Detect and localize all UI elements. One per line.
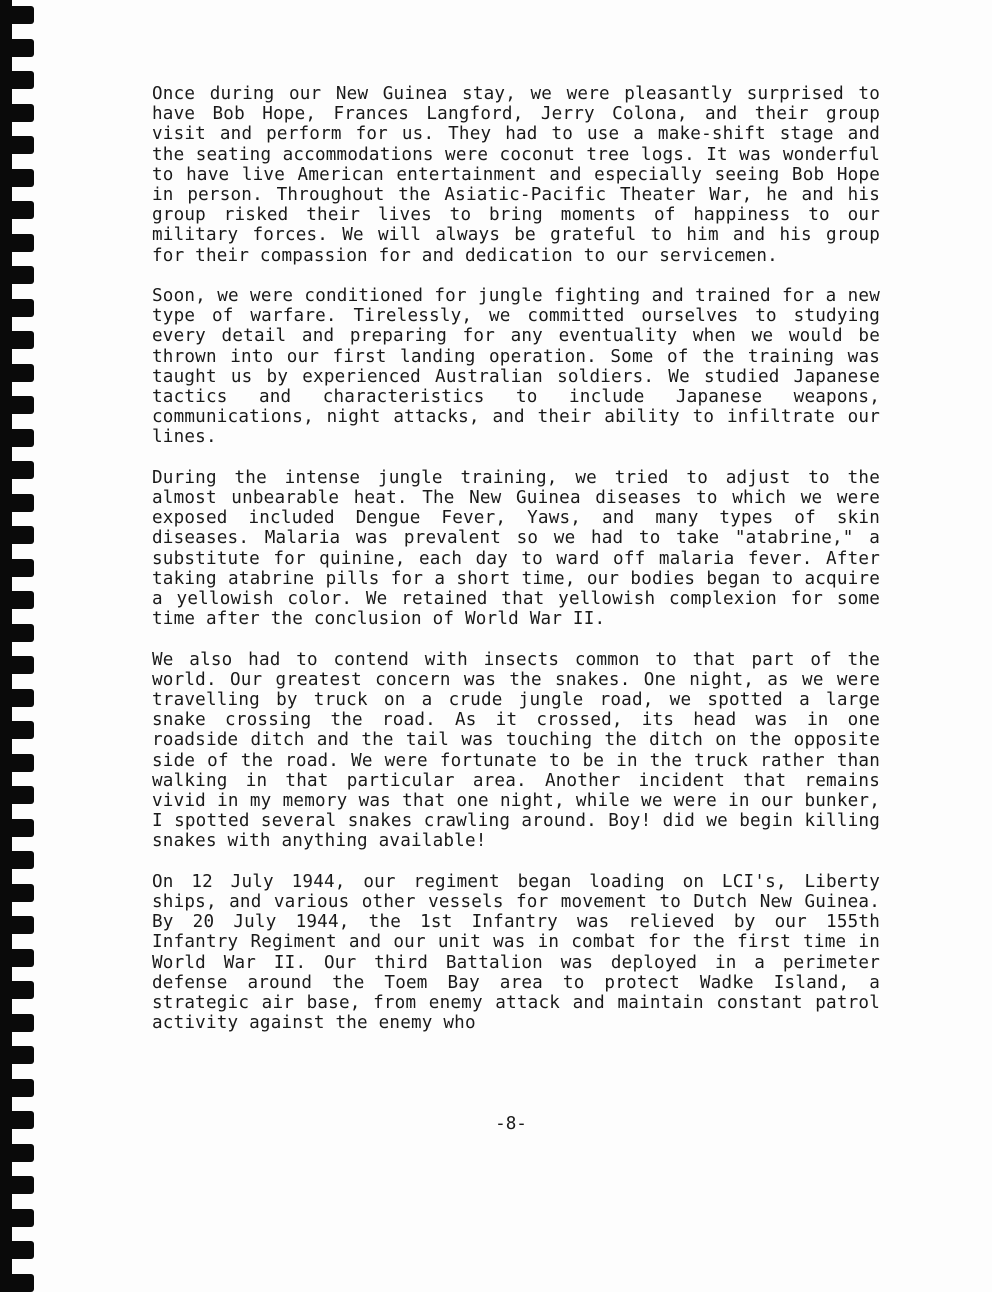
binding-tooth	[0, 851, 34, 869]
binding-tooth	[0, 71, 34, 89]
paragraph-diseases: During the intense jungle training, we tried to adjust to the almost unbearable heat. The New Guinea diseases to which we were exposed included Dengue Fever, Yaws, and many types of skin diseases. Malaria was prevalent so we had to take "atabrine," a substitute for quinine, each day to ward off malaria fever. After taking atabrine pills for a short time, our bodies began to acquire a yellowish color. We retained that yellowish complexion for some time after the conclusion of World War II.	[152, 467, 880, 630]
binding-tooth	[0, 1144, 34, 1162]
binding-tooth	[0, 39, 34, 57]
binding-tooth	[0, 1176, 34, 1194]
binding-tooth	[0, 819, 34, 837]
binding-tooth	[0, 494, 34, 512]
binding-tooth	[0, 299, 34, 317]
binding-tooth	[0, 1079, 34, 1097]
paragraph-jungle-training: Soon, we were conditioned for jungle fighting and trained for a new type of warfare. Tirelessly, we committed ourselves to studying every detail and preparing for any eventuality when we would be thrown into our first landing operation. Some of the training was taught us by experienced Australian soldiers. We studied Japanese tactics and characteristics to include Japanese weapons, communications, night attacks, and their ability to infiltrate our lines.	[152, 286, 880, 448]
binding-tooth	[0, 949, 34, 967]
binding-tooth	[0, 721, 34, 739]
binding-tooth	[0, 526, 34, 544]
binding-tooth	[0, 1241, 34, 1259]
binding-tooth	[0, 266, 34, 284]
binding-tooth	[0, 104, 34, 122]
paragraph-snakes: We also had to contend with insects common to that part of the world. Our greatest concern was the snakes. One night, as we were travelling by truck on a crude jungle road, we spotted a large snake crossing the road. As it crossed, its head was in one roadside ditch and the tail was touching the ditch on the opposite side of the road. We were fortunate to be in the truck rather than walking in that particular area. Another incident that remains vivid in my memory was that one night, while we were in our bunker, I spotted several snakes crawling around. Boy! did we begin killing snakes with anything available!	[152, 649, 880, 852]
body-text	[152, 84, 880, 1054]
binding-tooth	[0, 331, 34, 349]
page-number: -8-	[495, 1114, 527, 1134]
binding-tooth	[0, 754, 34, 772]
binding-tooth	[0, 1209, 34, 1227]
paragraph-bob-hope: Once during our New Guinea stay, we were pleasantly surprised to have Bob Hope, Frances Langford, Jerry Colona, and their group visit and perform for us. They had to use a make-shift stage and the seating accommodations were coconut tree logs. It was wonderful to have live American entertainment and especially seeing Bob Hope in person. Throughout the Asiatic-Pacific Theater War, he and his group risked their lives to bring moments of happiness to our military forces. We will always be grateful to him and his group for their compassion for and dedication to our servicemen.	[152, 84, 880, 266]
binding-tooth	[0, 786, 34, 804]
binding-tooth	[0, 981, 34, 999]
binding-tooth	[0, 234, 34, 252]
binding-tooth	[0, 591, 34, 609]
binding-tooth	[0, 559, 34, 577]
binding-tooth	[0, 656, 34, 674]
binding-tooth	[0, 461, 34, 479]
binding-tooth	[0, 624, 34, 642]
binding-tooth	[0, 364, 34, 382]
binding-tooth	[0, 1274, 34, 1292]
binding-tooth	[0, 1046, 34, 1064]
binding-tooth	[0, 396, 34, 414]
binding-tooth	[0, 201, 34, 219]
binding-tooth	[0, 169, 34, 187]
paragraph-dutch-new-guinea: On 12 July 1944, our regiment began loading on LCI's, Liberty ships, and various other vessels for movement to Dutch New Guinea. By 20 July 1944, the 1st Infantry was relieved by our 155th Infantry Regiment and our unit was in combat for the first time in World War II. Our third Battalion was deployed in a perimeter defense around the Toem Bay area to protect Wadke Island, a strategic air base, from enemy attack and maintain constant patrol activity against the enemy who	[152, 871, 880, 1034]
spiral-binding	[0, 0, 40, 1292]
binding-tooth	[0, 689, 34, 707]
binding-tooth	[0, 429, 34, 447]
binding-spine	[0, 0, 12, 1292]
binding-tooth	[0, 136, 34, 154]
binding-tooth	[0, 6, 34, 24]
binding-tooth	[0, 884, 34, 902]
binding-tooth	[0, 916, 34, 934]
binding-tooth	[0, 1014, 34, 1032]
